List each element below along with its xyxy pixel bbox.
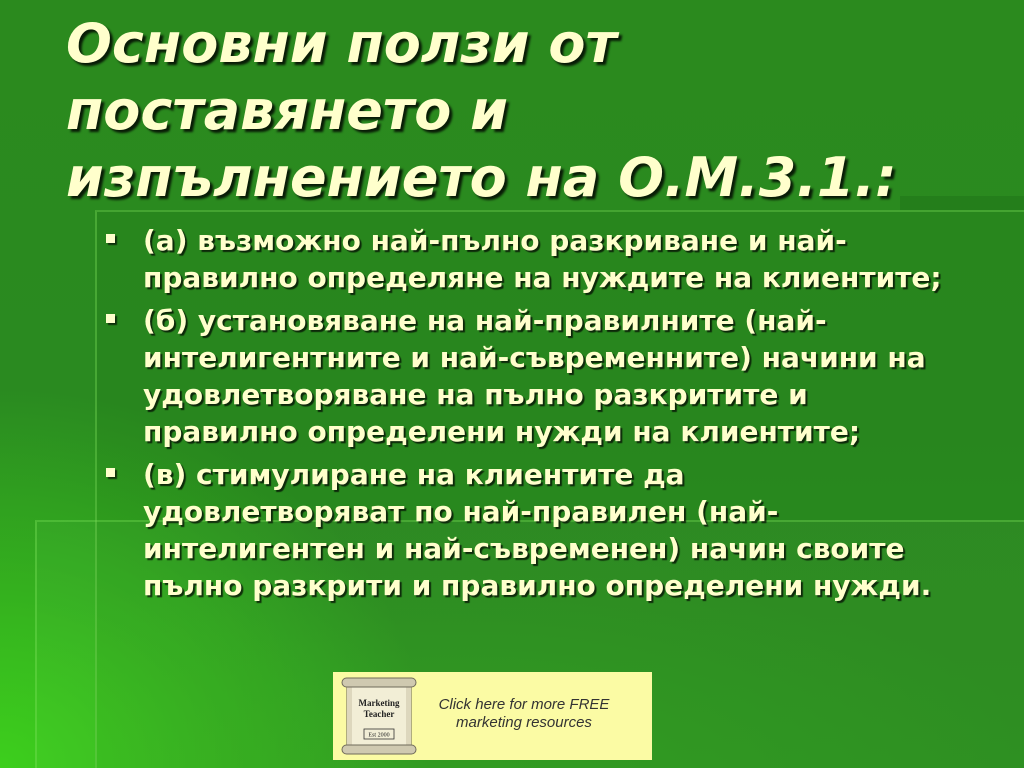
banner-text-line[interactable]: marketing resources <box>456 714 592 731</box>
logo-text-marketing: Marketing <box>358 698 400 708</box>
bullet-text-line: удовлетворяват по най-правилен (най- <box>143 495 779 528</box>
bullet-text-line: (б) установяване на най-правилните (най- <box>143 304 827 337</box>
bullet-text-line: пълно разкрити и правилно определени нужди. <box>143 569 932 602</box>
bullet-text-line: (а) възможно най-пълно разкриване и най- <box>143 224 847 257</box>
banner-text[interactable] <box>429 696 619 732</box>
free-resources-banner-link[interactable] <box>333 672 652 760</box>
bullet-list <box>0 222 1024 604</box>
bullet-text-line: (в) стимулиране на клиентите да <box>143 458 685 491</box>
square-bullet-icon <box>106 468 115 477</box>
bullet-item <box>0 456 1024 604</box>
title-line: поставянето и <box>66 79 508 142</box>
scroll-logo-icon <box>337 675 421 757</box>
background-corner-shade <box>900 196 1024 210</box>
square-bullet-icon <box>106 314 115 323</box>
logo-text-est: Est 2000 <box>368 732 390 739</box>
bullet-text-line: правилно определяне на нуждите на клиентите; <box>143 261 942 294</box>
title-line: Основни ползи от <box>66 12 617 75</box>
bullet-item <box>0 302 1024 450</box>
banner-text-line[interactable]: Click here for more FREE <box>438 696 610 713</box>
bullet-text-line: интелигентните и най-съвременните) начини на <box>143 341 926 374</box>
bullet-text-line: интелигентен и най-съвременен) начин своите <box>143 532 905 565</box>
bullet-item <box>0 222 1024 296</box>
square-bullet-icon <box>106 234 115 243</box>
title-line: изпълнението на О.М.3.1.: <box>66 146 897 209</box>
logo-text-teacher: Teacher <box>363 709 395 719</box>
bullet-text-line: правилно определени нужди на клиентите; <box>143 415 861 448</box>
bullet-text-line: удовлетворяване на пълно разкритите и <box>143 378 808 411</box>
slide-title <box>66 10 897 211</box>
